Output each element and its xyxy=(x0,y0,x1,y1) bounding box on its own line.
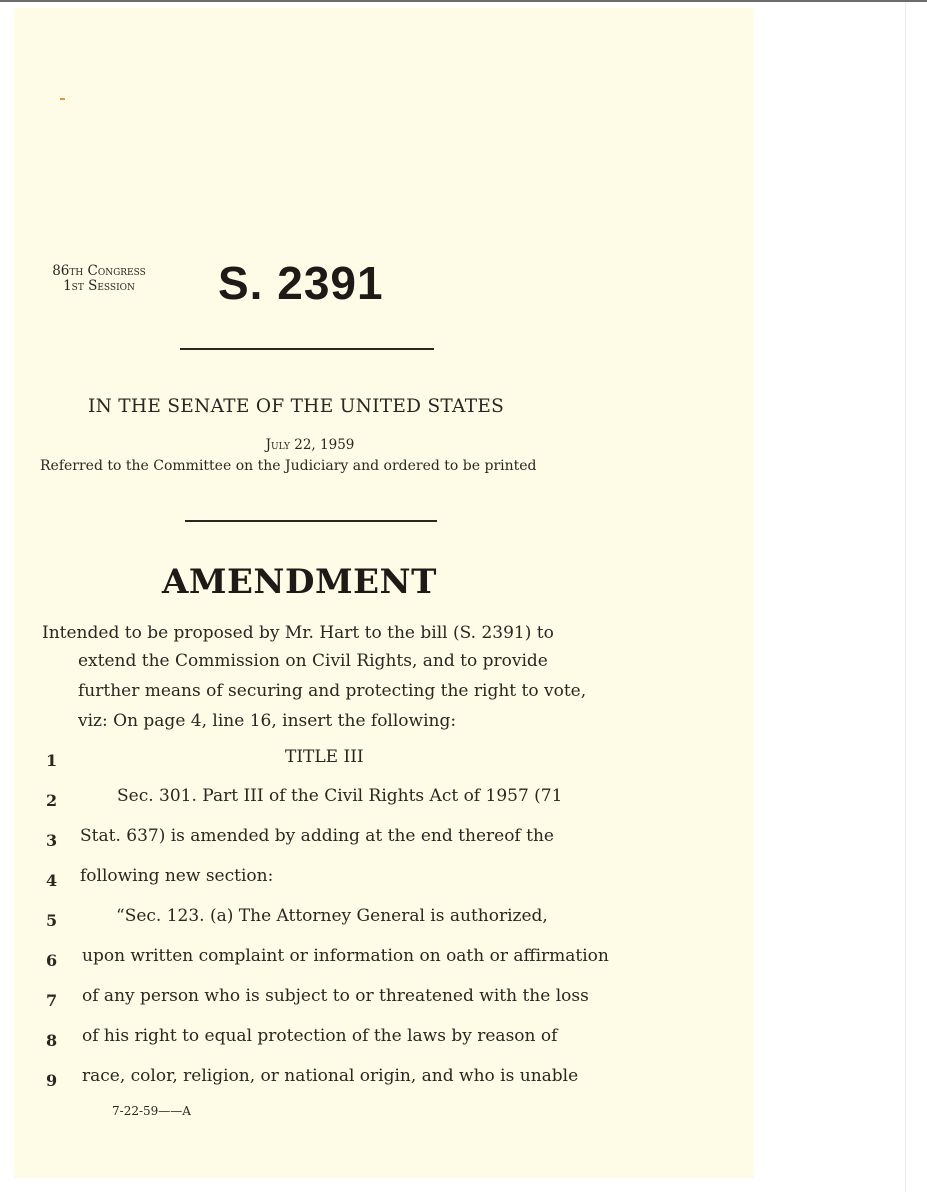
scan-top-edge xyxy=(0,0,927,2)
preamble-line: further means of securing and protecting the right to vote, xyxy=(78,681,587,701)
bill-number: S. 2391 xyxy=(218,257,384,309)
congress-session-label xyxy=(34,264,164,294)
session-label: 1st Session xyxy=(63,278,135,294)
line-number: 1 xyxy=(46,751,58,770)
header-divider xyxy=(180,348,434,350)
preamble-line: extend the Commission on Civil Rights, and to provide xyxy=(78,651,548,671)
line-number: 4 xyxy=(46,871,58,890)
paper-blemish xyxy=(60,98,65,100)
preamble-line: Intended to be proposed by Mr. Hart to the bill (S. 2391) to xyxy=(42,623,554,643)
line-number: 8 xyxy=(46,1031,58,1050)
line-text: race, color, religion, or national origin, and who is unable xyxy=(82,1066,579,1086)
scan-right-edge xyxy=(905,2,906,1192)
line-text: Stat. 637) is amended by adding at the end thereof the xyxy=(80,826,554,846)
line-text: “Sec. 123. (a) The Attorney General is authorized, xyxy=(116,906,548,926)
line-text: of any person who is subject to or threatened with the loss xyxy=(82,986,589,1006)
line-text: of his right to equal protection of the laws by reason of xyxy=(82,1026,558,1046)
line-text: upon written complaint or information on oath or affirmation xyxy=(82,946,609,966)
line-text: following new section: xyxy=(80,866,274,886)
introduction-date: July 22, 1959 xyxy=(265,437,355,453)
line-number: 3 xyxy=(46,831,58,850)
line-number: 5 xyxy=(46,911,58,930)
document-type-heading: AMENDMENT xyxy=(162,562,437,602)
line-number: 9 xyxy=(46,1071,58,1090)
referral-note: Referred to the Committee on the Judiciary and ordered to be printed xyxy=(40,458,537,474)
print-code: 7-22-59——A xyxy=(112,1104,191,1118)
title-heading: TITLE III xyxy=(285,747,364,767)
line-number: 6 xyxy=(46,951,58,970)
line-number: 7 xyxy=(46,991,58,1010)
section-divider xyxy=(185,520,437,522)
congress-label: 86th Congress xyxy=(52,263,146,279)
chamber-heading: IN THE SENATE OF THE UNITED STATES xyxy=(88,396,505,417)
line-text: Sec. 301. Part III of the Civil Rights Act of 1957 (71 xyxy=(117,786,563,806)
preamble-line: viz: On page 4, line 16, insert the following: xyxy=(78,711,457,731)
line-number: 2 xyxy=(46,791,58,810)
